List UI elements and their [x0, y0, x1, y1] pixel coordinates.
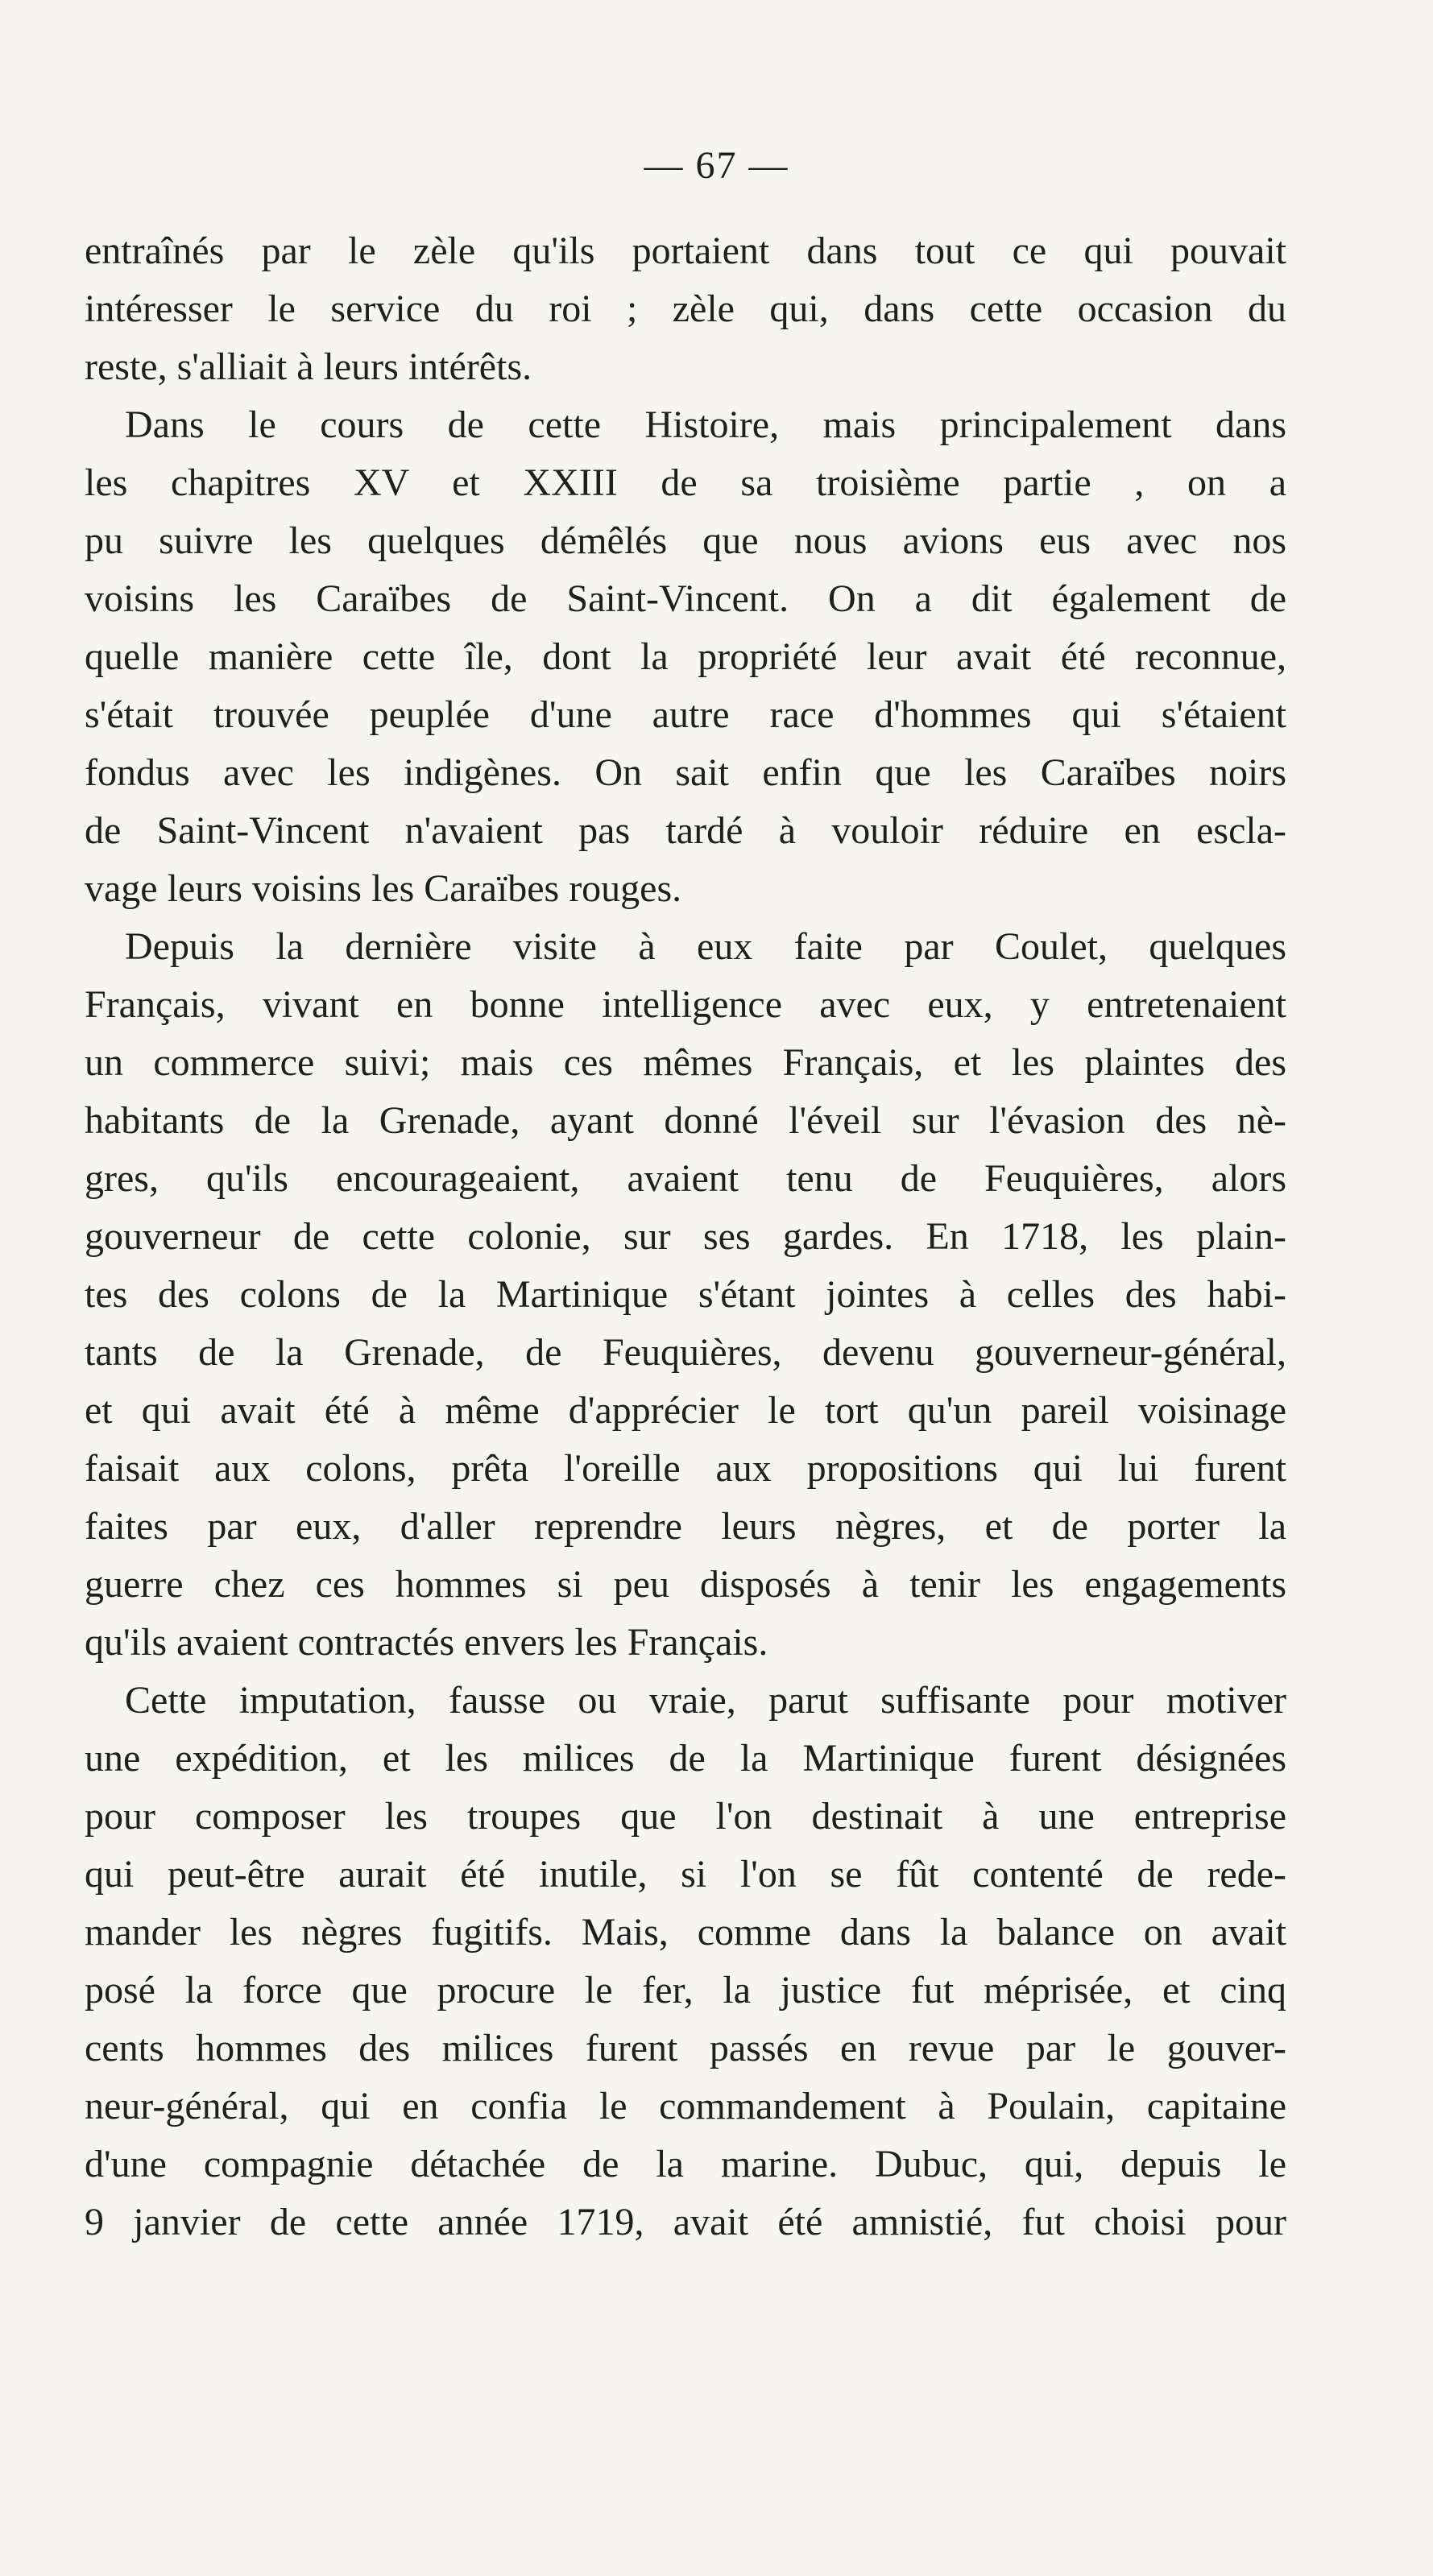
- text-line: habitants de la Grenade, ayant donné l'éveil sur l'évasion des nè-: [85, 1099, 1286, 1142]
- paragraph-start-line: Depuis la dernière visite à eux faite par Coulet, quelques: [125, 925, 1286, 968]
- text-line: entraînés par le zèle qu'ils portaient dans tout ce qui pouvait: [85, 229, 1286, 272]
- paragraph-start-line: Dans le cours de cette Histoire, mais principalement dans: [125, 403, 1286, 446]
- text-line: 9 janvier de cette année 1719, avait été amnistié, fut choisi pour: [85, 2201, 1286, 2243]
- text-line: d'une compagnie détachée de la marine. Dubuc, qui, depuis le: [85, 2143, 1286, 2185]
- text-line: s'était trouvée peuplée d'une autre race d'hommes qui s'étaient: [85, 693, 1286, 736]
- text-line: reste, s'alliait à leurs intérêts.: [85, 345, 532, 388]
- text-line: gres, qu'ils encourageaient, avaient tenu de Feuquières, alors: [85, 1157, 1286, 1200]
- text-line: qui peut-être aurait été inutile, si l'on se fût contenté de rede-: [85, 1853, 1286, 1896]
- text-line: gouverneur de cette colonie, sur ses gardes. En 1718, les plain-: [85, 1215, 1286, 1258]
- text-line: faites par eux, d'aller reprendre leurs nègres, et de porter la: [85, 1505, 1286, 1548]
- text-line: qu'ils avaient contractés envers les Français.: [85, 1621, 768, 1664]
- text-line: quelle manière cette île, dont la propriété leur avait été reconnue,: [85, 635, 1286, 678]
- text-line: une expédition, et les milices de la Martinique furent désignées: [85, 1737, 1286, 1780]
- text-line: neur-général, qui en confia le commandement à Poulain, capitaine: [85, 2085, 1286, 2127]
- page-number: — 67 —: [644, 144, 789, 187]
- text-line: vage leurs voisins les Caraïbes rouges.: [85, 867, 682, 910]
- text-line: de Saint-Vincent n'avaient pas tardé à vouloir réduire en escla-: [85, 809, 1286, 852]
- text-line: guerre chez ces hommes si peu disposés à tenir les engagements: [85, 1563, 1286, 1606]
- text-line: un commerce suivi; mais ces mêmes Français, et les plaintes des: [85, 1041, 1286, 1084]
- text-line: tes des colons de la Martinique s'étant jointes à celles des habi-: [85, 1273, 1286, 1316]
- text-line: tants de la Grenade, de Feuquières, devenu gouverneur-général,: [85, 1331, 1286, 1374]
- text-line: faisait aux colons, prêta l'oreille aux propositions qui lui furent: [85, 1447, 1286, 1490]
- text-line: mander les nègres fugitifs. Mais, comme dans la balance on avait: [85, 1911, 1286, 1954]
- text-line: Français, vivant en bonne intelligence avec eux, y entretenaient: [85, 983, 1286, 1026]
- text-line: intéresser le service du roi ; zèle qui, dans cette occasion du: [85, 287, 1286, 330]
- paragraph-start-line: Cette imputation, fausse ou vraie, parut suffisante pour motiver: [125, 1679, 1286, 1722]
- text-line: cents hommes des milices furent passés en revue par le gouver-: [85, 2027, 1286, 2069]
- text-line: pour composer les troupes que l'on destinait à une entreprise: [85, 1795, 1286, 1838]
- text-line: et qui avait été à même d'apprécier le tort qu'un pareil voisinage: [85, 1389, 1286, 1432]
- text-line: les chapitres XV et XXIII de sa troisième partie , on a: [85, 461, 1286, 504]
- text-line: pu suivre les quelques démêlés que nous avions eus avec nos: [85, 519, 1286, 562]
- text-line: voisins les Caraïbes de Saint-Vincent. On a dit également de: [85, 577, 1286, 620]
- text-line: posé la force que procure le fer, la justice fut méprisée, et cinq: [85, 1969, 1286, 2012]
- text-line: fondus avec les indigènes. On sait enfin que les Caraïbes noirs: [85, 751, 1286, 794]
